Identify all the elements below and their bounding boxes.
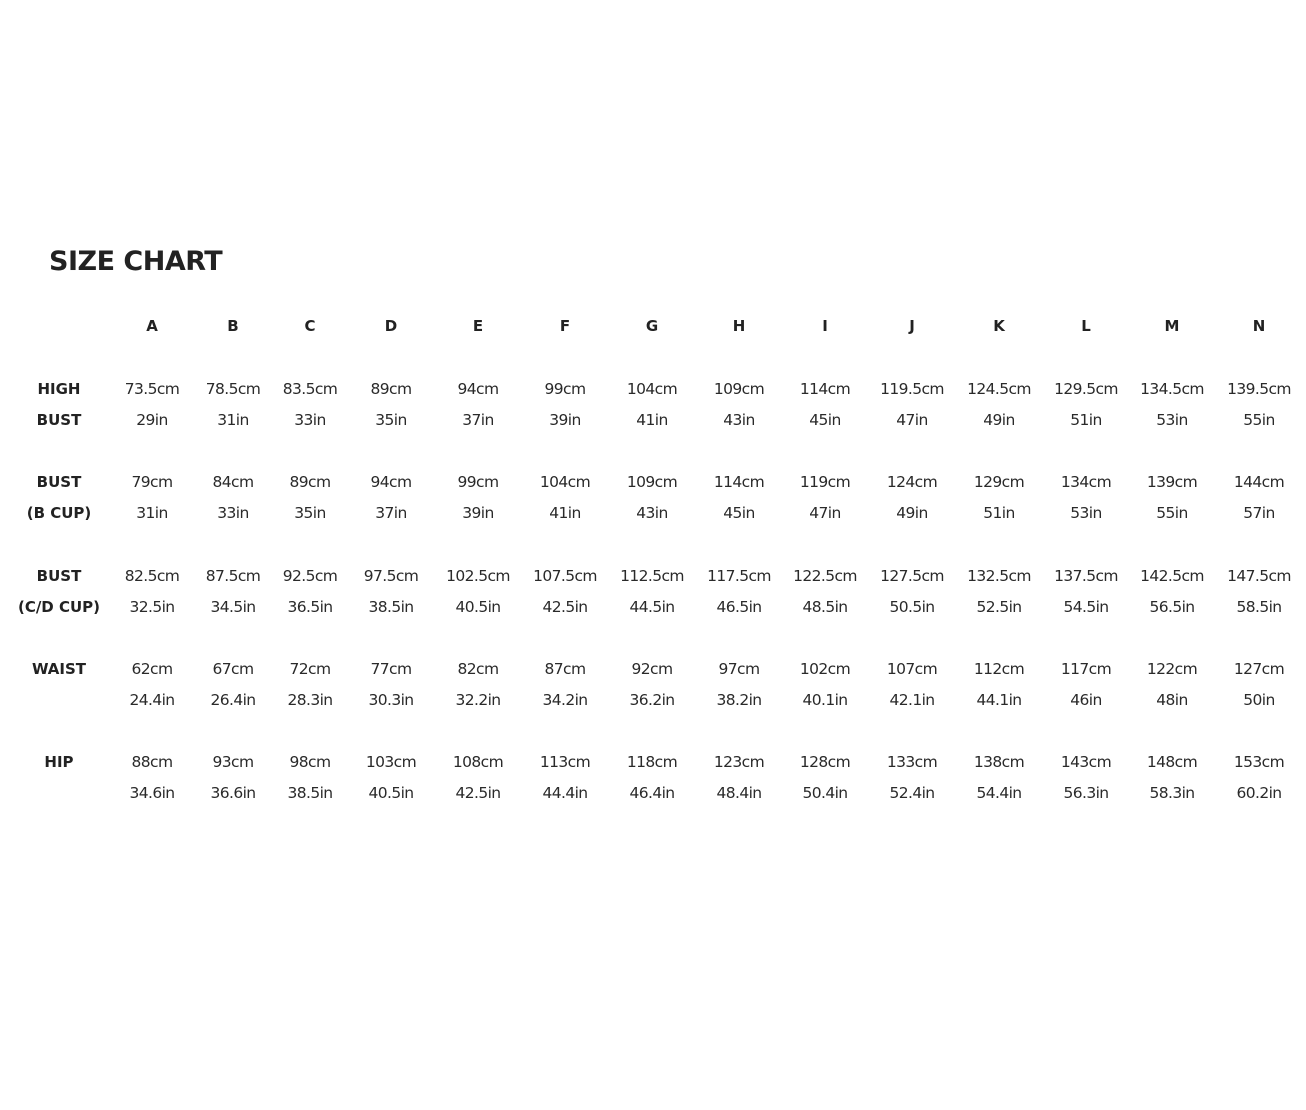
cell-in: 47in	[896, 411, 928, 429]
cell-in: 46.4in	[629, 784, 675, 802]
cell-cm: 142.5cm	[1140, 567, 1204, 585]
cell-cm: 117.5cm	[707, 567, 771, 585]
column-header: C	[304, 317, 316, 335]
cell-cm: 127.5cm	[880, 567, 944, 585]
cell-in: 38.2in	[716, 691, 762, 709]
column-header: M	[1164, 317, 1180, 335]
cell-cm: 89cm	[289, 473, 331, 491]
cell-cm: 123cm	[713, 753, 765, 771]
cell-in: 46in	[1070, 691, 1102, 709]
cell-cm: 73.5cm	[124, 380, 180, 398]
cell-in: 39in	[462, 504, 494, 522]
cell-in: 44.4in	[542, 784, 588, 802]
cell-cm: 122.5cm	[793, 567, 857, 585]
cell-in: 42.5in	[542, 598, 588, 616]
cell-in: 37in	[462, 411, 494, 429]
column-header: H	[732, 317, 746, 335]
cell-cm: 132.5cm	[967, 567, 1031, 585]
cell-cm: 88cm	[131, 753, 173, 771]
cell-in: 44.5in	[629, 598, 675, 616]
column-header: J	[909, 317, 915, 335]
cell-cm: 108cm	[452, 753, 504, 771]
column-header: F	[559, 317, 571, 335]
cell-cm: 129cm	[973, 473, 1025, 491]
cell-cm: 104cm	[626, 380, 678, 398]
cell-in: 43in	[723, 411, 755, 429]
cell-in: 33in	[294, 411, 326, 429]
cell-in: 34.2in	[542, 691, 588, 709]
row-label: (C/D CUP)	[17, 598, 101, 616]
cell-in: 48.4in	[716, 784, 762, 802]
cell-in: 31in	[136, 504, 168, 522]
cell-cm: 124.5cm	[967, 380, 1031, 398]
cell-cm: 79cm	[131, 473, 173, 491]
page-title: SIZE CHART	[49, 246, 223, 277]
cell-in: 47in	[809, 504, 841, 522]
cell-cm: 83.5cm	[282, 380, 338, 398]
cell-in: 45in	[723, 504, 755, 522]
cell-in: 44.1in	[976, 691, 1022, 709]
cell-cm: 124cm	[886, 473, 938, 491]
cell-cm: 138cm	[973, 753, 1025, 771]
cell-in: 31in	[217, 411, 249, 429]
cell-in: 46.5in	[716, 598, 762, 616]
cell-cm: 128cm	[799, 753, 851, 771]
cell-in: 58.5in	[1236, 598, 1282, 616]
cell-in: 53in	[1070, 504, 1102, 522]
cell-in: 42.5in	[455, 784, 501, 802]
row-label: BUST	[36, 567, 82, 585]
cell-cm: 107.5cm	[533, 567, 597, 585]
cell-in: 36.5in	[287, 598, 333, 616]
cell-in: 48.5in	[802, 598, 848, 616]
cell-cm: 144cm	[1233, 473, 1285, 491]
cell-in: 45in	[809, 411, 841, 429]
column-header: G	[645, 317, 659, 335]
cell-cm: 148cm	[1146, 753, 1198, 771]
cell-cm: 139cm	[1146, 473, 1198, 491]
cell-cm: 107cm	[886, 660, 938, 678]
cell-in: 51in	[1070, 411, 1102, 429]
cell-in: 57in	[1243, 504, 1275, 522]
cell-in: 40.5in	[368, 784, 414, 802]
cell-in: 49in	[896, 504, 928, 522]
cell-in: 38.5in	[287, 784, 333, 802]
cell-cm: 62cm	[131, 660, 173, 678]
cell-cm: 127cm	[1233, 660, 1285, 678]
cell-in: 28.3in	[287, 691, 333, 709]
cell-in: 60.2in	[1236, 784, 1282, 802]
cell-cm: 82.5cm	[124, 567, 180, 585]
cell-in: 54.4in	[976, 784, 1022, 802]
cell-cm: 87cm	[544, 660, 586, 678]
cell-in: 37in	[375, 504, 407, 522]
cell-in: 52.4in	[889, 784, 935, 802]
cell-in: 35in	[294, 504, 326, 522]
cell-in: 55in	[1156, 504, 1188, 522]
cell-in: 36.6in	[210, 784, 256, 802]
cell-cm: 89cm	[370, 380, 412, 398]
cell-in: 50.4in	[802, 784, 848, 802]
cell-cm: 99cm	[544, 380, 586, 398]
cell-in: 53in	[1156, 411, 1188, 429]
cell-cm: 97.5cm	[363, 567, 419, 585]
cell-in: 41in	[549, 504, 581, 522]
cell-in: 30.3in	[368, 691, 414, 709]
cell-in: 58.3in	[1149, 784, 1195, 802]
cell-cm: 93cm	[212, 753, 254, 771]
cell-cm: 97cm	[718, 660, 760, 678]
cell-cm: 147.5cm	[1227, 567, 1291, 585]
cell-in: 26.4in	[210, 691, 256, 709]
cell-cm: 94cm	[370, 473, 412, 491]
cell-in: 49in	[983, 411, 1015, 429]
cell-in: 43in	[636, 504, 668, 522]
cell-in: 40.5in	[455, 598, 501, 616]
cell-cm: 103cm	[365, 753, 417, 771]
cell-cm: 104cm	[539, 473, 591, 491]
column-header: L	[1081, 317, 1091, 335]
cell-in: 50in	[1243, 691, 1275, 709]
cell-cm: 109cm	[713, 380, 765, 398]
cell-in: 35in	[375, 411, 407, 429]
column-header: I	[822, 317, 828, 335]
cell-cm: 102.5cm	[446, 567, 510, 585]
cell-cm: 153cm	[1233, 753, 1285, 771]
cell-cm: 112cm	[973, 660, 1025, 678]
cell-in: 29in	[136, 411, 168, 429]
cell-in: 36.2in	[629, 691, 675, 709]
cell-cm: 94cm	[457, 380, 499, 398]
cell-cm: 109cm	[626, 473, 678, 491]
cell-cm: 114cm	[713, 473, 765, 491]
cell-in: 34.5in	[210, 598, 256, 616]
cell-cm: 134cm	[1060, 473, 1112, 491]
cell-cm: 143cm	[1060, 753, 1112, 771]
cell-cm: 78.5cm	[205, 380, 261, 398]
cell-cm: 92cm	[631, 660, 673, 678]
column-header: N	[1252, 317, 1266, 335]
cell-cm: 118cm	[626, 753, 678, 771]
cell-in: 38.5in	[368, 598, 414, 616]
row-label: WAIST	[31, 660, 87, 678]
column-header: B	[227, 317, 239, 335]
cell-cm: 98cm	[289, 753, 331, 771]
cell-cm: 114cm	[799, 380, 851, 398]
row-label: HIGH	[37, 380, 81, 398]
cell-in: 34.6in	[129, 784, 175, 802]
cell-in: 54.5in	[1063, 598, 1109, 616]
cell-in: 56.5in	[1149, 598, 1195, 616]
row-label: BUST	[36, 473, 82, 491]
cell-cm: 112.5cm	[620, 567, 684, 585]
row-label: HIP	[44, 753, 74, 771]
cell-cm: 99cm	[457, 473, 499, 491]
row-label: (B CUP)	[26, 504, 92, 522]
cell-in: 48in	[1156, 691, 1188, 709]
cell-cm: 117cm	[1060, 660, 1112, 678]
cell-in: 52.5in	[976, 598, 1022, 616]
cell-cm: 134.5cm	[1140, 380, 1204, 398]
cell-cm: 129.5cm	[1054, 380, 1118, 398]
cell-in: 51in	[983, 504, 1015, 522]
column-header: D	[384, 317, 398, 335]
cell-in: 50.5in	[889, 598, 935, 616]
cell-in: 56.3in	[1063, 784, 1109, 802]
cell-cm: 102cm	[799, 660, 851, 678]
cell-cm: 119.5cm	[880, 380, 944, 398]
cell-in: 32.5in	[129, 598, 175, 616]
cell-in: 40.1in	[802, 691, 848, 709]
cell-cm: 82cm	[457, 660, 499, 678]
cell-cm: 84cm	[212, 473, 254, 491]
cell-in: 39in	[549, 411, 581, 429]
cell-cm: 72cm	[289, 660, 331, 678]
cell-cm: 92.5cm	[282, 567, 338, 585]
cell-cm: 133cm	[886, 753, 938, 771]
cell-in: 33in	[217, 504, 249, 522]
cell-in: 24.4in	[129, 691, 175, 709]
cell-cm: 119cm	[799, 473, 851, 491]
column-header: A	[146, 317, 158, 335]
cell-cm: 113cm	[539, 753, 591, 771]
cell-cm: 87.5cm	[205, 567, 261, 585]
cell-in: 55in	[1243, 411, 1275, 429]
cell-cm: 139.5cm	[1227, 380, 1291, 398]
cell-cm: 122cm	[1146, 660, 1198, 678]
column-header: K	[993, 317, 1005, 335]
column-header: E	[472, 317, 484, 335]
cell-in: 41in	[636, 411, 668, 429]
cell-in: 32.2in	[455, 691, 501, 709]
cell-cm: 67cm	[212, 660, 254, 678]
cell-cm: 137.5cm	[1054, 567, 1118, 585]
row-label: BUST	[36, 411, 82, 429]
cell-cm: 77cm	[370, 660, 412, 678]
cell-in: 42.1in	[889, 691, 935, 709]
